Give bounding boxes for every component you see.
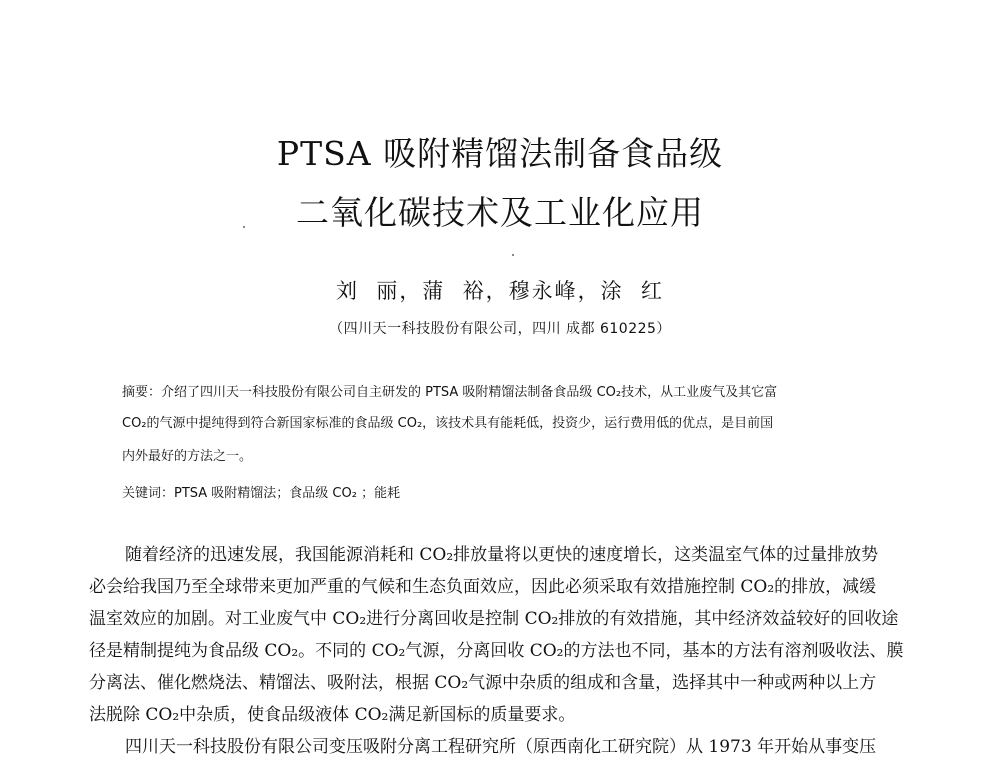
body-text-line: 法脱除 CO₂中杂质，使食品级液体 CO₂满足新国标的质量要求。 bbox=[89, 705, 576, 725]
body-text-line: 径是精制提纯为食品级 CO₂。不同的 CO₂气源，分离回收 CO₂的方法也不同，基本的方法有溶剂吸收法、膜 bbox=[89, 641, 904, 661]
author-list: 刘 丽，蒲 裕，穆永峰，涂 红 bbox=[335, 279, 665, 303]
abstract-line: CO₂的气源中提纯得到符合新国家标准的食品级 CO₂，该技术具有能耗低，投资少，运行费用低的优点，是目前国 bbox=[122, 416, 774, 431]
paper-title-line-2: 二氧化碳技术及工业化应用 bbox=[296, 193, 704, 232]
body-text-line: 随着经济的迅速发展，我国能源消耗和 CO₂排放量将以更快的速度增长，这类温室气体的过量排放势 bbox=[125, 545, 879, 565]
body-text-line: 温室效应的加剧。对工业废气中 CO₂进行分离回收是控制 CO₂排放的有效措施，其中经济效益较好的回收途 bbox=[89, 609, 899, 629]
author-affiliation: （四川天一科技股份有限公司，四川 成都 610225） bbox=[329, 321, 671, 337]
abstract-line: 内外最好的方法之一。 bbox=[122, 449, 253, 464]
scan-speck bbox=[243, 226, 245, 228]
body-text-line: 必会给我国乃至全球带来更加严重的气候和生态负面效应，因此必须采取有效措施控制 CO₂的排放，减缓 bbox=[89, 577, 877, 597]
keywords-line: 关键词：PTSA 吸附精馏法；食品级 CO₂ ；能耗 bbox=[122, 486, 401, 501]
body-text-line: 分离法、催化燃烧法、精馏法、吸附法，根据 CO₂气源中杂质的组成和含量，选择其中一种或两种以上方 bbox=[89, 673, 877, 693]
scan-speck bbox=[512, 254, 514, 256]
abstract-line: 摘要：介绍了四川天一科技股份有限公司自主研发的 PTSA 吸附精馏法制备食品级 CO₂技术，从工业废气及其它富 bbox=[122, 385, 778, 400]
paper-title-line-1: PTSA 吸附精馏法制备食品级 bbox=[276, 134, 724, 173]
body-text-line: 四川天一科技股份有限公司变压吸附分离工程研究所（原西南化工研究院）从 1973 年开始从事变压 bbox=[125, 737, 877, 757]
